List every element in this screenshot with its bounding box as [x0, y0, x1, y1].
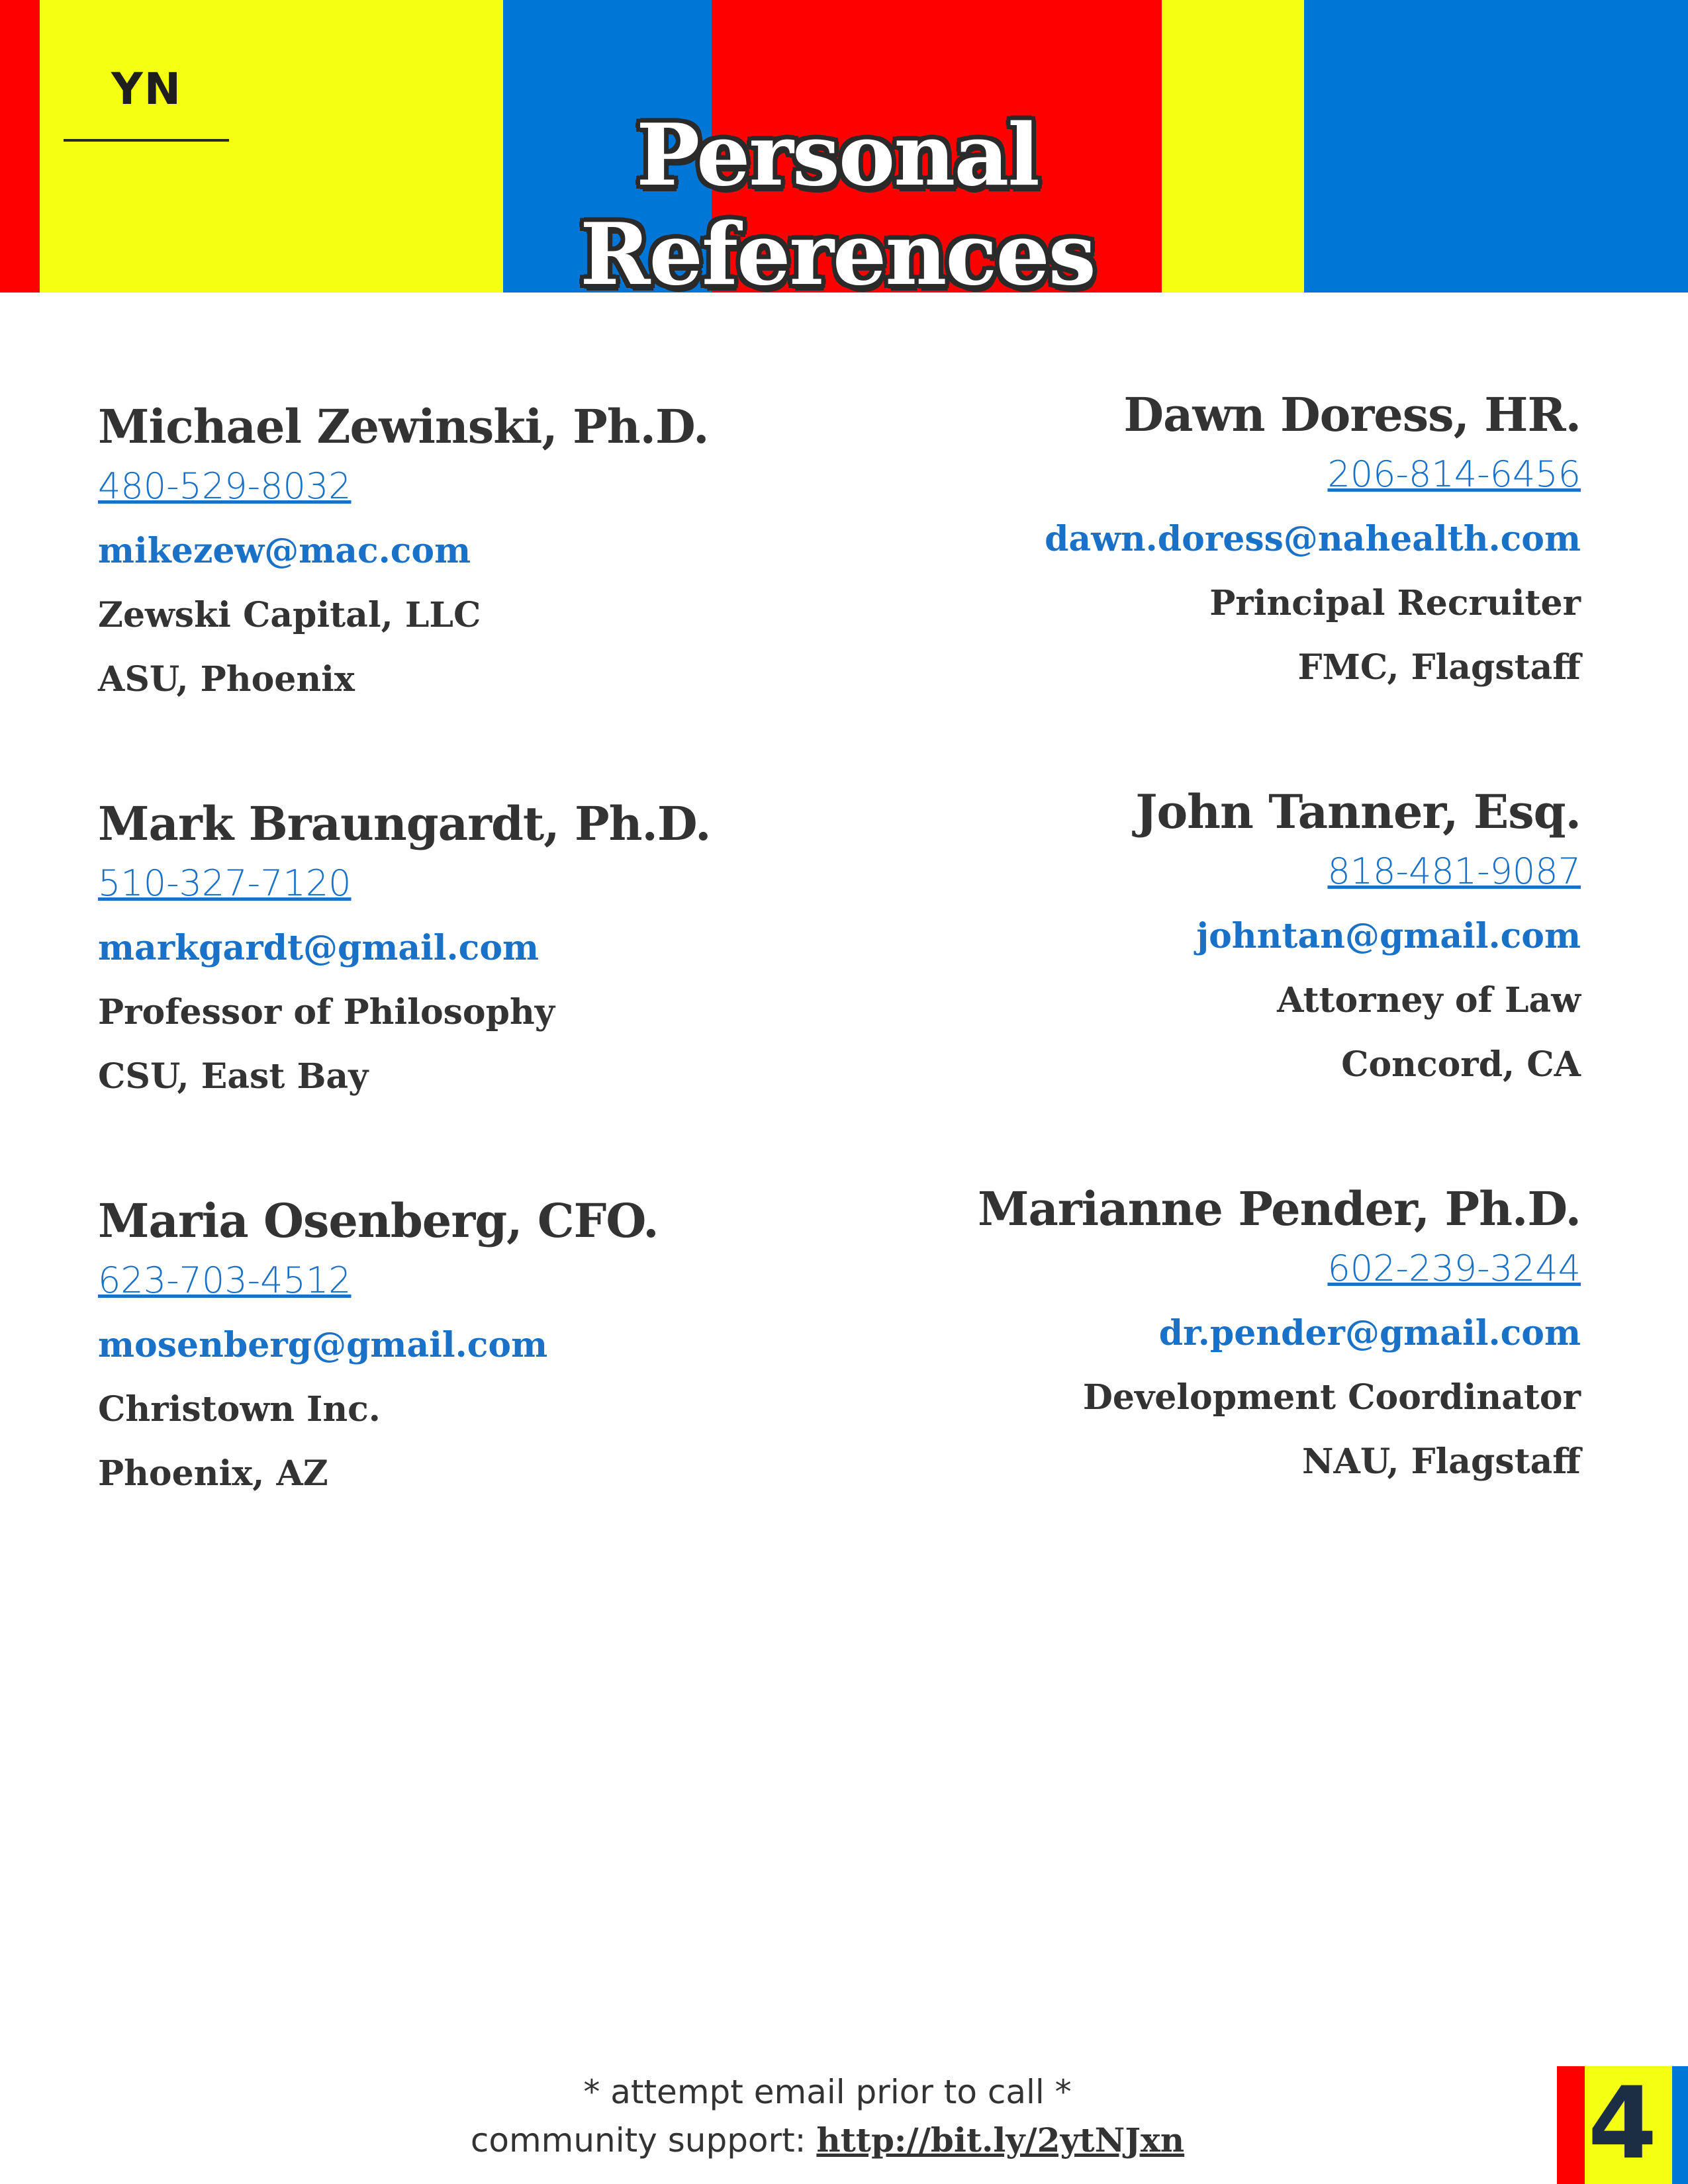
- community-support-link[interactable]: http://bit.ly/2ytNJxn: [816, 2120, 1185, 2160]
- reference-name: Dawn Doress, HR.: [1123, 387, 1581, 442]
- reference-card: [853, 1181, 1581, 1583]
- references-right-column: [853, 387, 1581, 1583]
- reference-organization: Professor of Philosophy: [98, 992, 555, 1032]
- reference-phone-link[interactable]: 623-703-4512: [98, 1259, 352, 1301]
- reference-card: [98, 399, 826, 801]
- reference-location: FMC, Flagstaff: [1297, 647, 1581, 688]
- monogram: YN: [111, 64, 183, 114]
- reference-card: [98, 796, 826, 1198]
- header-banner: [0, 0, 1688, 293]
- reference-location: NAU, Flagstaff: [1301, 1441, 1581, 1482]
- banner-stripe-red: [0, 0, 40, 293]
- references-left-column: [98, 399, 826, 1595]
- reference-location: Phoenix, AZ: [98, 1453, 328, 1494]
- reference-email-link[interactable]: mosenberg@gmail.com: [98, 1325, 548, 1365]
- footer: [0, 2070, 1655, 2167]
- reference-location: ASU, Phoenix: [98, 659, 355, 700]
- page-title: Personal References: [580, 106, 1095, 293]
- reference-card: [853, 784, 1581, 1186]
- reference-name: Michael Zewinski, Ph.D.: [98, 399, 709, 454]
- reference-organization: Christown Inc.: [98, 1389, 381, 1430]
- reference-phone-link[interactable]: 602-239-3244: [1327, 1248, 1581, 1289]
- reference-card: [853, 387, 1581, 789]
- reference-phone-link[interactable]: 510-327-7120: [98, 862, 352, 904]
- footer-note: * attempt email prior to call *: [583, 2073, 1072, 2111]
- reference-location: CSU, East Bay: [98, 1056, 369, 1097]
- monogram-rule: [64, 139, 229, 142]
- reference-name: Maria Osenberg, CFO.: [98, 1193, 659, 1248]
- page-number: 4: [1587, 2066, 1658, 2181]
- reference-email-link[interactable]: dr.pender@gmail.com: [1158, 1313, 1581, 1353]
- footer-support: [0, 2114, 1655, 2167]
- banner-stripe-blue: [1304, 0, 1688, 293]
- reference-phone-link[interactable]: 206-814-6456: [1327, 453, 1581, 495]
- reference-email-link[interactable]: dawn.doress@nahealth.com: [1045, 519, 1581, 559]
- reference-organization: Attorney of Law: [1277, 980, 1581, 1021]
- reference-email-link[interactable]: markgardt@gmail.com: [98, 928, 539, 968]
- reference-email-link[interactable]: mikezew@mac.com: [98, 531, 471, 571]
- footer-support-label: community support:: [470, 2121, 817, 2160]
- reference-location: Concord, CA: [1341, 1044, 1581, 1085]
- reference-name: Marianne Pender, Ph.D.: [977, 1181, 1581, 1236]
- reference-email-link[interactable]: johntan@gmail.com: [1196, 916, 1581, 956]
- page-number-badge: [1557, 2066, 1688, 2184]
- reference-phone-link[interactable]: 818-481-9087: [1327, 850, 1581, 892]
- reference-organization: Principal Recruiter: [1209, 583, 1581, 623]
- reference-name: Mark Braungardt, Ph.D.: [98, 796, 711, 851]
- reference-card: [98, 1193, 826, 1595]
- reference-organization: Development Coordinator: [1082, 1377, 1581, 1418]
- reference-name: John Tanner, Esq.: [1135, 784, 1581, 839]
- reference-organization: Zewski Capital, LLC: [98, 595, 481, 635]
- reference-phone-link[interactable]: 480-529-8032: [98, 465, 352, 507]
